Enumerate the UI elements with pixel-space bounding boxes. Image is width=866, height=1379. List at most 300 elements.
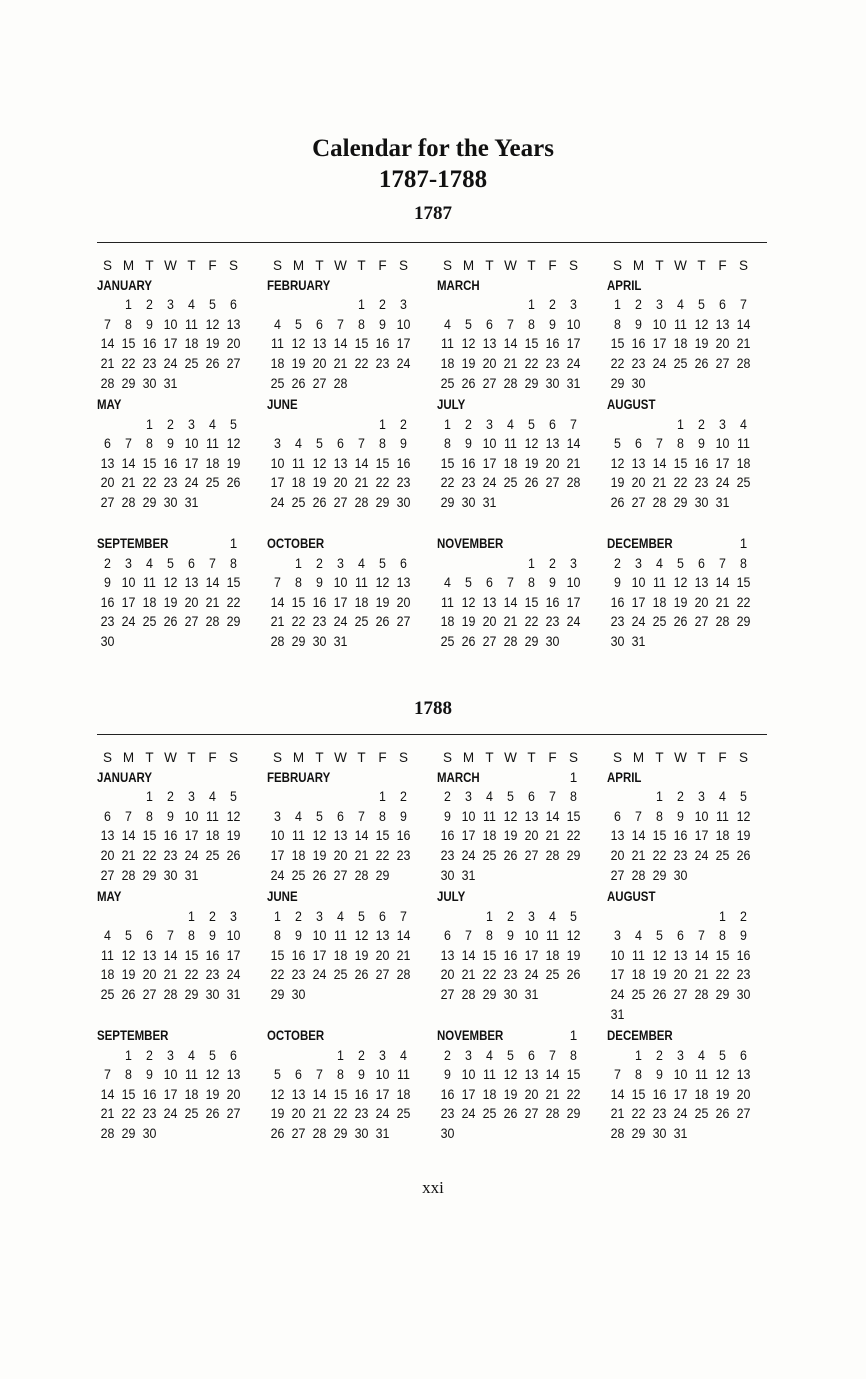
day-cell: 12	[694, 316, 709, 332]
day-cell: 20	[396, 594, 411, 610]
day-cell: 30	[503, 986, 518, 1002]
day-cell: 25	[736, 475, 751, 491]
day-cell: 23	[396, 847, 411, 863]
day-cell: 13	[291, 1086, 306, 1102]
day-cell: 18	[631, 967, 646, 983]
day-cell: 4	[507, 416, 514, 432]
day-cell: 19	[652, 967, 667, 983]
day-cell: 12	[121, 947, 136, 963]
day-cell: 17	[673, 1086, 688, 1102]
month-april	[607, 256, 777, 395]
day-cell: 24	[566, 614, 581, 630]
weekday-letter: F	[378, 750, 387, 765]
day-cell: 4	[274, 316, 281, 332]
day-cell: 21	[121, 475, 136, 491]
weekday-letter: T	[485, 258, 494, 273]
day-cell: 17	[652, 336, 667, 352]
month-december	[607, 534, 777, 673]
day-cell: 18	[270, 355, 285, 371]
day-cell: 18	[482, 1086, 497, 1102]
day-cell: 25	[440, 633, 455, 649]
day-cell: 9	[400, 808, 407, 824]
week-row	[437, 612, 607, 632]
day-cell: 17	[163, 336, 178, 352]
weekday-letter: T	[697, 258, 706, 273]
week-row	[97, 632, 267, 652]
day-cell: 6	[337, 808, 344, 824]
day-cell: 9	[677, 808, 684, 824]
day-cell: 20	[333, 847, 348, 863]
day-cell: 24	[312, 967, 327, 983]
day-cell: 4	[295, 436, 302, 452]
day-cell: 22	[121, 1106, 136, 1122]
day-cell: 8	[125, 316, 132, 332]
week-row	[97, 295, 267, 315]
day-cell: 5	[698, 297, 705, 313]
day-cell: 11	[653, 575, 666, 591]
day-cell: 19	[354, 947, 369, 963]
day-cell: 27	[142, 986, 157, 1002]
day-cell: 21	[396, 947, 411, 963]
day-cell: 30	[163, 867, 178, 883]
day-cell: 15	[333, 1086, 348, 1102]
day-cell: 7	[507, 316, 514, 332]
day-cell: 8	[635, 1067, 642, 1083]
day-cell: 9	[104, 575, 111, 591]
day-cell: 27	[226, 355, 241, 371]
week-row	[97, 612, 267, 632]
day-cell: 27	[375, 967, 390, 983]
day-cell: 3	[125, 555, 132, 571]
day-cell: 5	[719, 1047, 726, 1063]
week-row	[267, 374, 437, 394]
day-cell: 13	[736, 1067, 751, 1083]
week-row	[267, 295, 437, 315]
day-cell: 5	[167, 555, 174, 571]
day-cell: 2	[316, 555, 323, 571]
day-cell: 12	[503, 1067, 518, 1083]
day-cell: 13	[142, 947, 157, 963]
day-cell: 28	[121, 494, 136, 510]
day-cell: 20	[333, 475, 348, 491]
week-row	[437, 1065, 607, 1085]
week-row	[437, 573, 607, 593]
day-cell: 14	[715, 575, 730, 591]
day-cell: 14	[545, 808, 560, 824]
day-cell: 22	[524, 355, 539, 371]
day-cell: 30	[205, 986, 220, 1002]
day-cell: 16	[100, 594, 115, 610]
day-cell: 7	[274, 575, 281, 591]
month-name: OCTOBER	[267, 1028, 325, 1043]
day-cell: 26	[566, 967, 581, 983]
day-cell: 23	[291, 967, 306, 983]
day-cell: 1	[739, 536, 748, 551]
day-cell: 11	[143, 575, 156, 591]
week-row	[607, 787, 777, 807]
day-cell: 23	[163, 475, 178, 491]
day-cell: 19	[715, 1086, 730, 1102]
day-cell: 16	[461, 455, 476, 471]
day-cell: 16	[354, 1086, 369, 1102]
week-row	[607, 1046, 777, 1066]
weekday-letter: T	[187, 258, 196, 273]
week-row	[607, 573, 777, 593]
day-cell: 8	[719, 928, 726, 944]
day-cell: 17	[184, 455, 199, 471]
week-row	[97, 1046, 267, 1066]
day-cell: 8	[570, 789, 577, 805]
week-row	[607, 866, 777, 886]
day-cell: 1	[379, 789, 386, 805]
week-row	[267, 493, 437, 513]
day-cell: 14	[205, 575, 220, 591]
month-name: MARCH	[437, 277, 480, 293]
day-cell: 18	[205, 828, 220, 844]
month-february	[267, 256, 437, 395]
day-cell: 16	[673, 828, 688, 844]
day-cell: 16	[545, 594, 560, 610]
day-cell: 18	[100, 967, 115, 983]
week-row	[607, 1005, 777, 1025]
day-cell: 12	[205, 1067, 220, 1083]
day-cell: 10	[226, 928, 241, 944]
day-cell: 3	[656, 297, 663, 313]
day-cell: 7	[400, 908, 407, 924]
day-cell: 25	[184, 1106, 199, 1122]
week-row	[267, 554, 437, 574]
day-cell: 9	[698, 436, 705, 452]
week-row	[437, 374, 607, 394]
weekday-letter: S	[442, 750, 452, 765]
month-january	[97, 748, 267, 887]
day-cell: 19	[121, 967, 136, 983]
day-cell: 28	[312, 1125, 327, 1141]
day-cell: 1	[656, 789, 663, 805]
day-cell: 3	[698, 789, 705, 805]
day-cell: 8	[656, 808, 663, 824]
day-cell: 17	[524, 947, 539, 963]
month-november	[437, 1026, 607, 1165]
day-cell: 10	[163, 1067, 178, 1083]
day-cell: 29	[440, 494, 455, 510]
day-cell: 10	[566, 316, 581, 332]
day-cell: 9	[379, 316, 386, 332]
weekday-letter: M	[462, 258, 475, 273]
month-name: JULY	[437, 889, 466, 904]
day-cell: 14	[312, 1086, 327, 1102]
day-cell: 6	[486, 316, 493, 332]
day-cell: 4	[104, 928, 111, 944]
weekday-letter: M	[122, 750, 135, 765]
day-cell: 7	[209, 555, 216, 571]
day-cell: 16	[142, 1086, 157, 1102]
day-cell: 9	[295, 928, 302, 944]
week-row	[267, 807, 437, 827]
divider	[97, 734, 767, 735]
day-cell: 25	[631, 986, 646, 1002]
day-cell: 2	[549, 297, 556, 313]
day-cell: 22	[566, 1086, 581, 1102]
day-cell: 28	[205, 614, 220, 630]
day-cell: 20	[524, 828, 539, 844]
day-cell: 13	[226, 1067, 241, 1083]
day-cell: 31	[333, 633, 348, 649]
week-row	[437, 846, 607, 866]
day-cell: 1	[146, 416, 153, 432]
day-cell: 4	[549, 908, 556, 924]
day-cell: 7	[549, 789, 556, 805]
day-cell: 2	[740, 908, 747, 924]
day-cell: 28	[163, 986, 178, 1002]
day-cell: 31	[226, 986, 241, 1002]
day-cell: 12	[312, 455, 327, 471]
day-cell: 6	[528, 789, 535, 805]
day-cell: 23	[163, 847, 178, 863]
day-cell: 13	[524, 808, 539, 824]
day-cell: 11	[334, 928, 347, 944]
day-cell: 11	[695, 1067, 708, 1083]
day-cell: 24	[631, 614, 646, 630]
week-row	[437, 826, 607, 846]
day-cell: 27	[736, 1106, 751, 1122]
day-cell: 29	[333, 1125, 348, 1141]
weekday-letter: T	[527, 258, 536, 273]
day-cell: 11	[632, 947, 645, 963]
day-cell: 27	[333, 867, 348, 883]
day-cell: 12	[610, 455, 625, 471]
week-row	[437, 926, 607, 946]
week-row	[437, 1104, 607, 1124]
day-cell: 29	[184, 986, 199, 1002]
day-cell: 21	[354, 847, 369, 863]
day-cell: 14	[610, 1086, 625, 1102]
day-cell: 15	[652, 828, 667, 844]
day-cell: 11	[355, 575, 368, 591]
day-cell: 22	[652, 847, 667, 863]
week-row	[607, 926, 777, 946]
day-cell: 25	[100, 986, 115, 1002]
day-cell: 22	[291, 614, 306, 630]
week-row	[267, 826, 437, 846]
week-row	[267, 334, 437, 354]
day-cell: 1	[719, 908, 726, 924]
day-cell: 6	[486, 575, 493, 591]
day-cell: 24	[226, 967, 241, 983]
day-cell: 28	[333, 375, 348, 391]
day-cell: 2	[677, 789, 684, 805]
day-cell: 6	[316, 316, 323, 332]
week-row	[97, 473, 267, 493]
day-cell: 26	[205, 355, 220, 371]
day-cell: 22	[524, 614, 539, 630]
day-cell: 28	[694, 986, 709, 1002]
day-cell: 19	[736, 828, 751, 844]
weekday-letter: T	[527, 750, 536, 765]
week-row	[267, 473, 437, 493]
day-cell: 14	[354, 455, 369, 471]
week-row	[607, 985, 777, 1005]
weekday-letter: W	[674, 750, 687, 765]
day-cell: 2	[167, 416, 174, 432]
day-cell: 27	[291, 1125, 306, 1141]
week-row	[97, 374, 267, 394]
day-cell: 9	[209, 928, 216, 944]
day-cell: 11	[397, 1067, 410, 1083]
day-cell: 18	[184, 336, 199, 352]
weekday-letter: S	[102, 750, 112, 765]
day-cell: 25	[652, 614, 667, 630]
day-cell: 8	[570, 1047, 577, 1063]
month-august	[607, 395, 777, 534]
weekday-header	[437, 748, 607, 768]
day-cell: 8	[528, 316, 535, 332]
day-cell: 28	[100, 1125, 115, 1141]
day-cell: 24	[524, 967, 539, 983]
day-cell: 21	[545, 1086, 560, 1102]
day-cell: 21	[354, 475, 369, 491]
day-cell: 10	[312, 928, 327, 944]
day-cell: 31	[184, 494, 199, 510]
day-cell: 2	[635, 297, 642, 313]
day-cell: 19	[226, 828, 241, 844]
day-cell: 11	[546, 928, 559, 944]
day-cell: 28	[715, 614, 730, 630]
day-cell: 4	[677, 297, 684, 313]
month-september	[97, 534, 267, 673]
day-cell: 13	[715, 316, 730, 332]
day-cell: 26	[694, 355, 709, 371]
day-cell: 6	[677, 928, 684, 944]
day-cell: 15	[566, 1067, 581, 1083]
week-row	[607, 846, 777, 866]
day-cell: 27	[312, 375, 327, 391]
day-cell: 2	[465, 416, 472, 432]
day-cell: 24	[333, 614, 348, 630]
day-cell: 8	[379, 808, 386, 824]
day-cell: 9	[549, 316, 556, 332]
weekday-letter: S	[272, 750, 282, 765]
day-cell: 27	[524, 1106, 539, 1122]
month-name: JANUARY	[97, 277, 153, 293]
day-cell: 4	[188, 1047, 195, 1063]
weekday-header	[437, 256, 607, 276]
month-name: JUNE	[267, 889, 298, 904]
month-july	[437, 395, 607, 534]
day-cell: 15	[184, 947, 199, 963]
day-cell: 1	[125, 1047, 132, 1063]
weekday-header	[97, 256, 267, 276]
day-cell: 30	[163, 494, 178, 510]
day-cell: 26	[291, 375, 306, 391]
day-cell: 15	[715, 947, 730, 963]
weekday-letter: T	[315, 750, 324, 765]
week-row	[607, 593, 777, 613]
month-june	[267, 395, 437, 534]
day-cell: 6	[337, 436, 344, 452]
year-block-1788	[97, 748, 777, 1165]
day-cell: 20	[736, 1086, 751, 1102]
day-cell: 9	[358, 1067, 365, 1083]
day-cell: 8	[125, 1067, 132, 1083]
day-cell: 8	[358, 316, 365, 332]
day-cell: 11	[441, 336, 454, 352]
weekday-letter: S	[568, 750, 578, 765]
week-row	[97, 554, 267, 574]
month-march	[437, 256, 607, 395]
day-cell: 21	[694, 967, 709, 983]
day-cell: 4	[400, 1047, 407, 1063]
months-grid	[97, 748, 777, 1165]
week-row	[97, 493, 267, 513]
day-cell: 3	[274, 808, 281, 824]
day-cell: 28	[270, 633, 285, 649]
day-cell: 31	[184, 867, 199, 883]
day-cell: 22	[354, 355, 369, 371]
day-cell: 24	[482, 475, 497, 491]
day-cell: 5	[379, 555, 386, 571]
week-row	[267, 315, 437, 335]
week-row	[437, 1124, 607, 1144]
day-cell: 21	[312, 1106, 327, 1122]
day-cell: 10	[631, 575, 646, 591]
day-cell: 29	[652, 867, 667, 883]
day-cell: 23	[205, 967, 220, 983]
week-row	[437, 315, 607, 335]
day-cell: 15	[354, 336, 369, 352]
day-cell: 2	[549, 555, 556, 571]
day-cell: 22	[375, 847, 390, 863]
day-cell: 19	[524, 455, 539, 471]
day-cell: 21	[163, 967, 178, 983]
week-row	[607, 946, 777, 966]
week-row	[97, 907, 267, 927]
day-cell: 13	[226, 316, 241, 332]
day-cell: 11	[271, 336, 284, 352]
day-cell: 5	[465, 575, 472, 591]
page-number: xxi	[422, 1178, 444, 1197]
week-row	[607, 454, 777, 474]
day-cell: 21	[715, 594, 730, 610]
day-cell: 1	[486, 908, 493, 924]
week-row	[97, 866, 267, 886]
day-cell: 18	[652, 594, 667, 610]
weekday-letter: W	[334, 258, 347, 273]
day-cell: 20	[631, 475, 646, 491]
day-cell: 7	[104, 316, 111, 332]
day-cell: 29	[375, 494, 390, 510]
week-row	[607, 907, 777, 927]
weekday-letter: S	[398, 258, 408, 273]
day-cell: 28	[354, 494, 369, 510]
day-cell: 1	[188, 908, 195, 924]
day-cell: 31	[673, 1125, 688, 1141]
day-cell: 15	[524, 594, 539, 610]
day-cell: 4	[188, 297, 195, 313]
day-cell: 22	[375, 475, 390, 491]
day-cell: 21	[461, 967, 476, 983]
week-row	[437, 632, 607, 652]
day-cell: 7	[125, 808, 132, 824]
day-cell: 18	[545, 947, 560, 963]
weekday-letter: S	[568, 258, 578, 273]
week-row	[267, 612, 437, 632]
day-cell: 2	[614, 555, 621, 571]
day-cell: 28	[503, 633, 518, 649]
day-cell: 12	[270, 1086, 285, 1102]
day-cell: 27	[631, 494, 646, 510]
day-cell: 26	[673, 614, 688, 630]
